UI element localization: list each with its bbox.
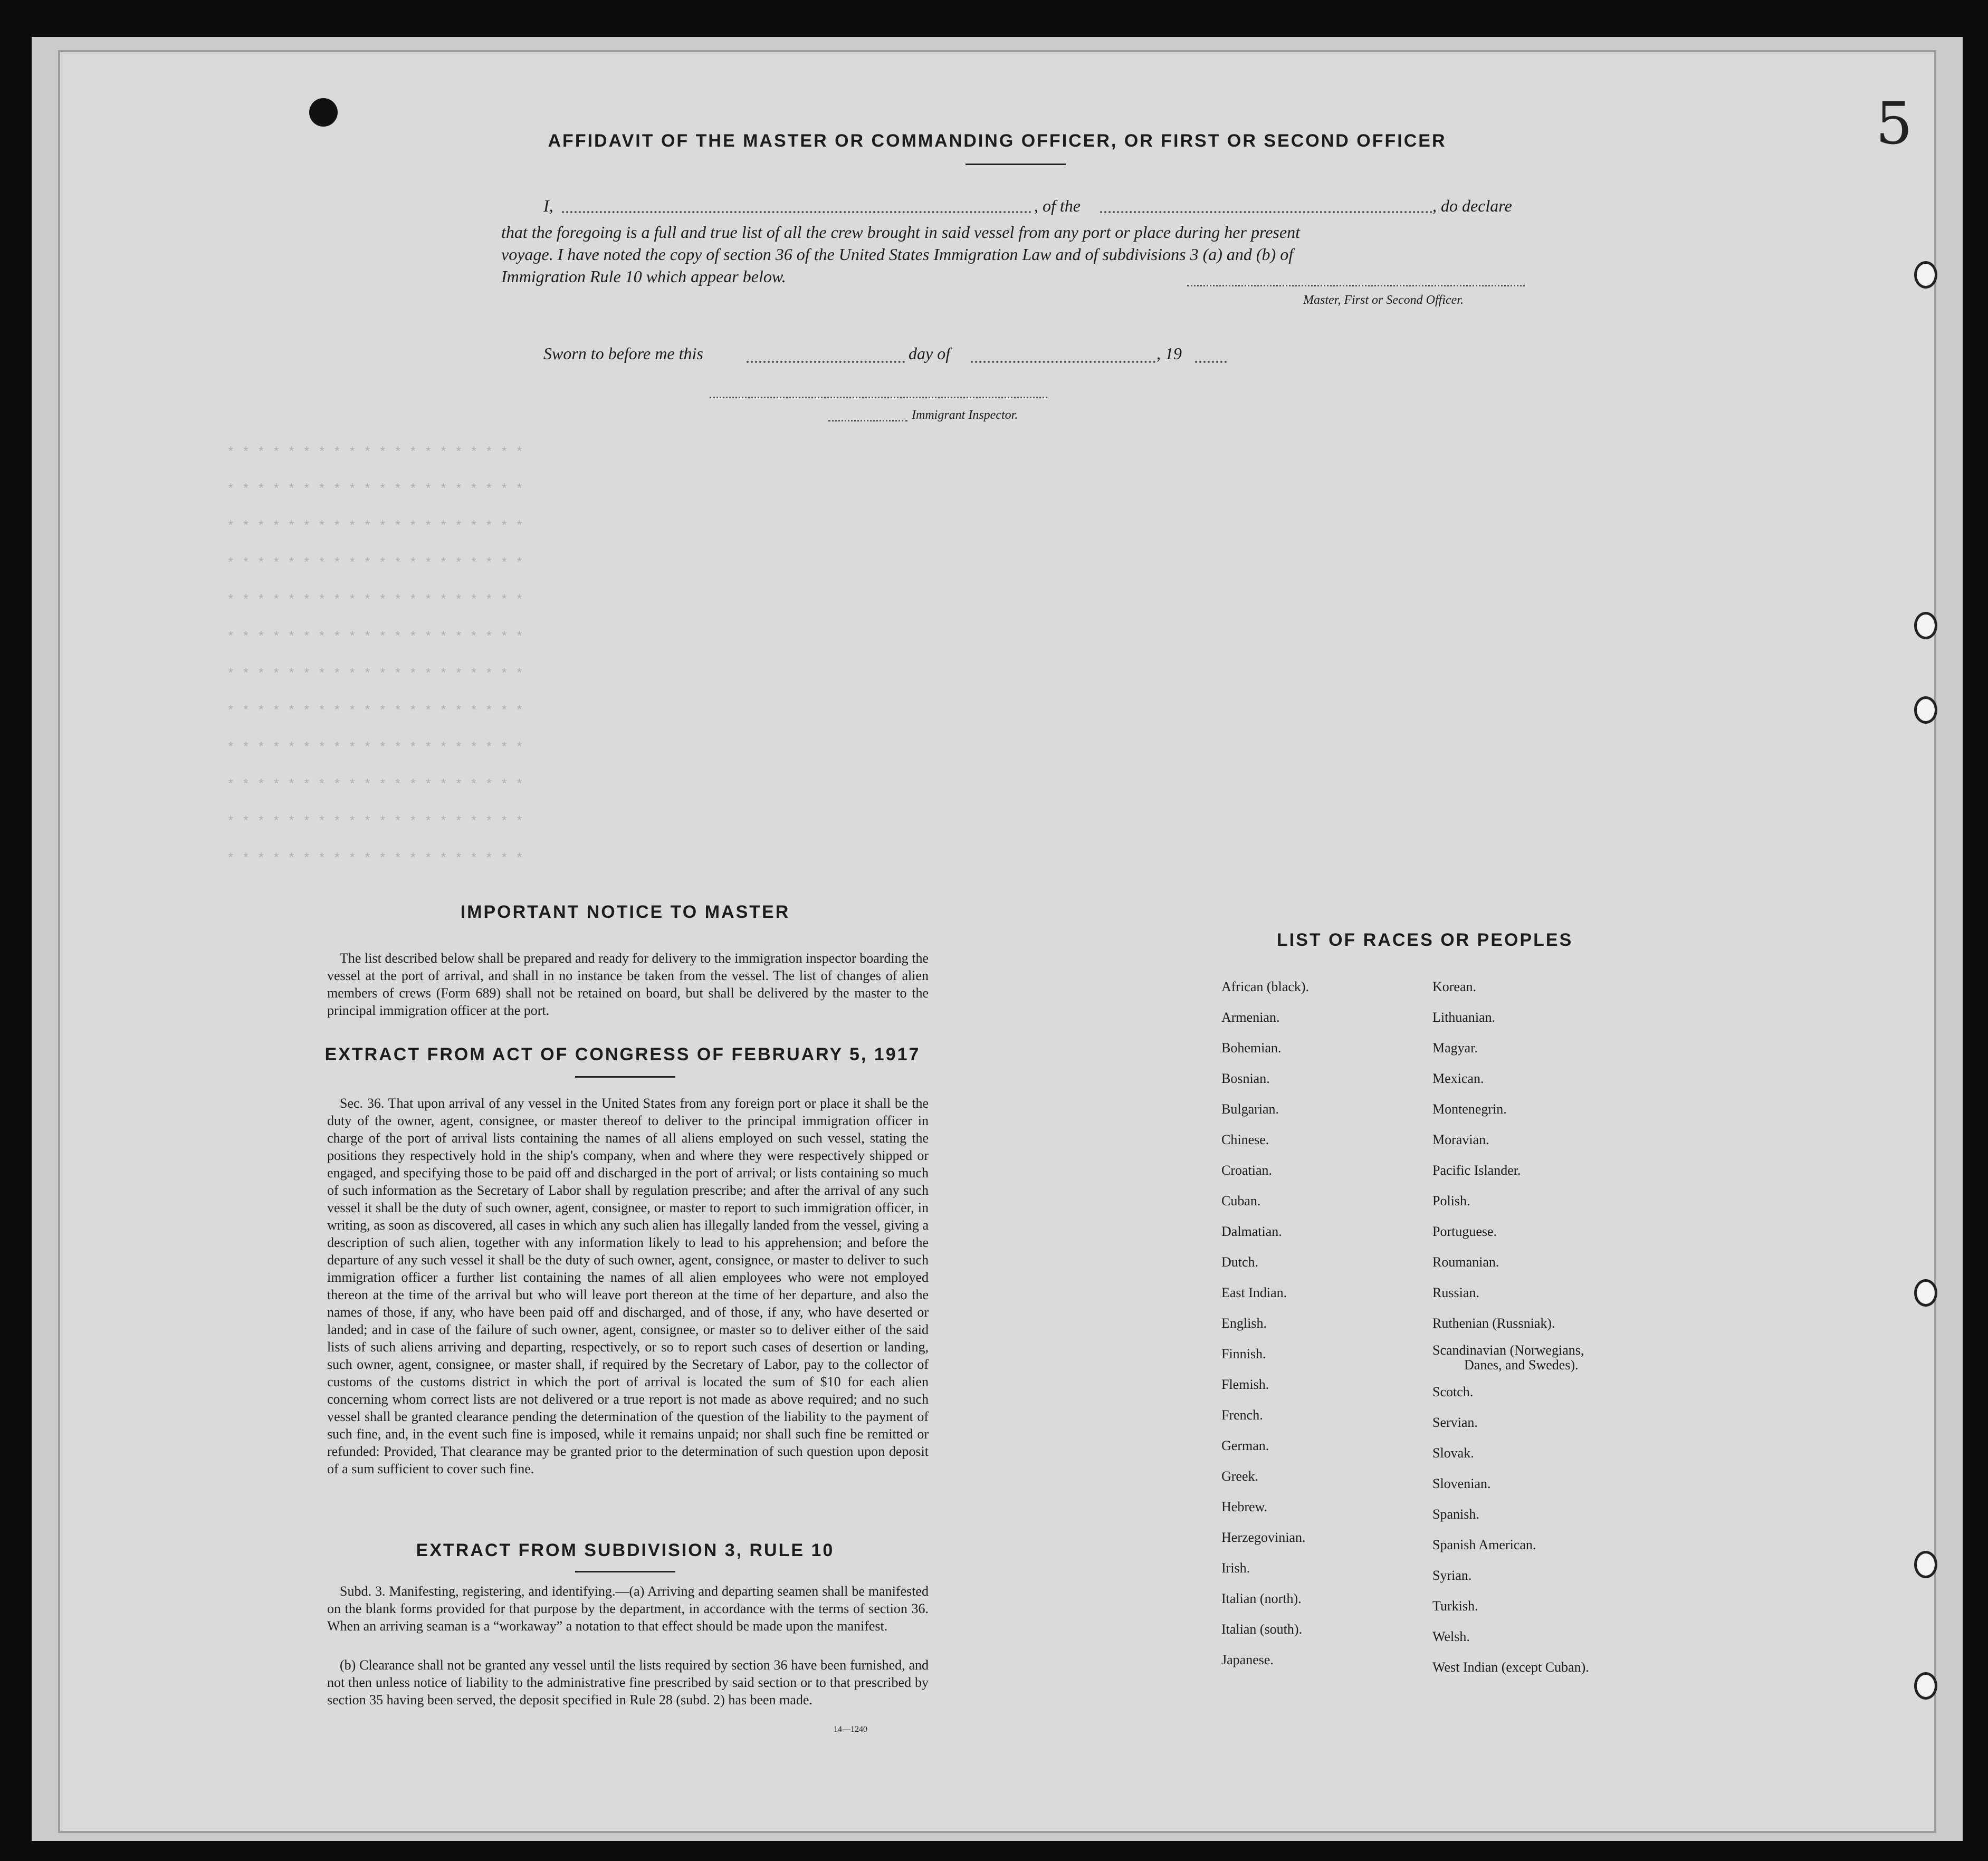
race-item: Finnish.: [1221, 1346, 1266, 1361]
binding-hole-top: [309, 98, 338, 127]
race-item: Japanese.: [1221, 1652, 1274, 1667]
title-rule: [966, 164, 1066, 165]
affidavit-i: I,: [543, 196, 553, 215]
binding-hole-6: [1914, 1672, 1937, 1700]
race-item: Russian.: [1432, 1285, 1479, 1300]
binding-hole-3: [1914, 696, 1937, 724]
race-item: Herzegovinian.: [1221, 1530, 1306, 1545]
page-number-mark: 5: [1876, 90, 1913, 157]
sworn-text: Sworn to before me this: [543, 344, 703, 363]
race-item: Lithuanian.: [1432, 1010, 1496, 1025]
race-item: Italian (south).: [1221, 1622, 1303, 1637]
race-item: Bosnian.: [1221, 1071, 1270, 1086]
affidavit-title: AFFIDAVIT OF THE MASTER OR COMMANDING OFFICER, OR FIRST OR SECOND OFFICER: [548, 131, 1447, 151]
act-title: EXTRACT FROM ACT OF CONGRESS OF FEBRUARY 5, 1917: [324, 1044, 921, 1064]
race-item: Mexican.: [1432, 1071, 1484, 1086]
race-item: Portuguese.: [1432, 1224, 1497, 1239]
race-item: Syrian.: [1432, 1568, 1472, 1583]
race-item: Croatian.: [1221, 1163, 1273, 1178]
affidavit-of-the: , of the: [1034, 196, 1081, 215]
race-item: Turkish.: [1432, 1598, 1478, 1614]
race-item: Dalmatian.: [1221, 1224, 1282, 1239]
bleed-through-text: * * * * * * * * * * * * * * * * * * * *: [227, 852, 523, 866]
bleed-through-text: * * * * * * * * * * * * * * * * * * * *: [227, 446, 523, 460]
race-item: Bulgarian.: [1221, 1101, 1279, 1117]
binding-hole-1: [1914, 261, 1937, 289]
bleed-through-text: * * * * * * * * * * * * * * * * * * * *: [227, 593, 523, 608]
act-text: Sec. 36. That upon arrival of any vessel in the United States from any foreign port or place it shall be the duty of the owner, agent, consignee, or master thereof to deliver to the principal immigration officer in charge of the port of arrival lists containing the names of all aliens employed on such vessel, stating the positions they respectively hold in the ship's company, when and where they were respectively shipped or engaged, and specifying those to be paid off and discharged in the port of arrival; or lists containing so much of such information as the Secretary of Labor shall by regulation prescribe; and after the arrival of any such vessel it shall be the duty of such owner, agent, consignee, or master to report to such immigration officer, in writing, as soon as discovered, all cases in which any such alien has illegally landed from the vessel, giving a description of such alien, together with any information likely to lead to his apprehension; and before the departure of any such vessel it shall be the duty of such owner, agent, consignee, or master to deliver to such immigration officer a further list containing the names of all alien employees who were not employed thereon at the time of the arrival but who will leave port thereon at the time of her departure, and also the names of those, if any, who have been paid off and discharged, and of those, if any, who have deserted or landed; and in case of the failure of such owner, agent, consignee, or master so to deliver either of the said lists of such aliens arriving and departing, respectively, or so to report such cases of desertion or landing, such owner, agent, consignee, or master shall, if required by the Secretary of Labor, pay to the collector of customs of the customs district in which the port of arrival is located the sum of $10 for each alien concerning whom correct lists are not delivered or a true report is not made as above required; and no such vessel shall be granted clearance pending the determination of the question of the liability to the payment of such fine, and, in the event such fine is imposed, while it remains unpaid; nor shall such fine be remitted or refunded: Provided, That clearance may be granted prior to the determination of such question upon deposit of a sum sufficient to cover such fine.: [327, 1096, 929, 1476]
affidavit-line-4: Immigration Rule 10 which appear below.: [501, 267, 786, 286]
inspector-caption-leader: [828, 420, 907, 421]
race-item: Bohemian.: [1221, 1040, 1282, 1056]
race-item: English.: [1221, 1316, 1267, 1331]
affidavit-line-2: that the foregoing is a full and true list of all the crew brought in said vessel from any port or place during her present: [501, 223, 1300, 242]
race-item: West Indian (except Cuban).: [1432, 1659, 1589, 1675]
rule-rule: [575, 1571, 675, 1572]
bleed-through-text: * * * * * * * * * * * * * * * * * * * *: [227, 704, 523, 718]
vessel-blank: [1100, 211, 1432, 213]
race-item: Spanish American.: [1432, 1537, 1536, 1552]
binding-hole-2: [1914, 612, 1937, 639]
race-item: African (black).: [1221, 979, 1310, 994]
affidavit-line-3: voyage. I have noted the copy of section 36 of the United States Immigration Law and of subdivisions 3 (a) and (b) of: [501, 245, 1294, 264]
race-item: Slovak.: [1432, 1445, 1474, 1461]
race-item: Pacific Islander.: [1432, 1163, 1521, 1178]
race-item: Roumanian.: [1432, 1254, 1499, 1270]
day-of-text: day of: [909, 344, 951, 363]
bleed-through-text: * * * * * * * * * * * * * * * * * * * *: [227, 483, 523, 497]
bleed-through-text: * * * * * * * * * * * * * * * * * * * *: [227, 741, 523, 755]
race-item: East Indian.: [1221, 1285, 1287, 1300]
year-text: , 19: [1157, 344, 1182, 363]
race-item: Korean.: [1432, 979, 1477, 994]
rule-text-b: (b) Clearance shall not be granted any vessel until the lists required by section 36 have been furnished, and not then unless notice of liability to the administrative fine prescribed by said section or to that prescribed by section 35 having been served, the deposit specified in Rule 28 (subd. 2) has been made.: [327, 1657, 929, 1707]
sworn-year-blank: [1195, 361, 1227, 363]
race-item: Polish.: [1432, 1193, 1470, 1208]
race-item: Hebrew.: [1221, 1499, 1268, 1514]
affidavit-declare: , do declare: [1432, 196, 1512, 215]
race-item: Servian.: [1432, 1415, 1478, 1430]
manifest-page: [58, 50, 1936, 1833]
race-item: Spanish.: [1432, 1507, 1479, 1522]
bleed-through-text: * * * * * * * * * * * * * * * * * * * *: [227, 778, 523, 792]
bleed-through-text: * * * * * * * * * * * * * * * * * * * *: [227, 520, 523, 534]
races-title: LIST OF RACES OR PEOPLES: [1277, 930, 1573, 950]
rule-text-a: Subd. 3. Manifesting, registering, and identifying.—(a) Arriving and departing seamen shall be manifested on the blank forms provided for that purpose by the department, in accordance with the terms of section 36. When an arriving seaman is a “workaway” a notation to that effect should be made upon the manifest.: [327, 1584, 929, 1634]
races-column-2: [1432, 972, 1589, 1683]
race-item: Magyar.: [1432, 1040, 1478, 1056]
race-item: Scandinavian (Norwegians,: [1432, 1342, 1584, 1358]
race-item: Cuban.: [1221, 1193, 1261, 1208]
race-item: Slovenian.: [1432, 1476, 1491, 1491]
race-item: Italian (north).: [1221, 1591, 1302, 1606]
race-item: Welsh.: [1432, 1629, 1470, 1644]
race-item: Chinese.: [1221, 1132, 1269, 1147]
race-item: Flemish.: [1221, 1377, 1269, 1392]
binding-hole-5: [1914, 1551, 1937, 1578]
inspector-caption: Immigrant Inspector.: [912, 408, 1018, 422]
race-item: Scotch.: [1432, 1384, 1474, 1399]
notice-text: The list described below shall be prepared and ready for delivery to the immigration inspector boarding the vessel at the port of arrival, and shall in no instance be taken from the vessel. The list of changes of alien members of crews (Form 689) shall not be retained on board, but shall be delivered by the master to the principal immigration officer at the port.: [327, 951, 929, 1018]
master-caption: Master, First or Second Officer.: [1303, 293, 1464, 307]
binding-hole-4: [1914, 1279, 1937, 1307]
bleed-through-text: * * * * * * * * * * * * * * * * * * * *: [227, 630, 523, 645]
act-rule: [575, 1076, 675, 1078]
bleed-through-text: * * * * * * * * * * * * * * * * * * * *: [227, 815, 523, 829]
bleed-through-text: * * * * * * * * * * * * * * * * * * * *: [227, 557, 523, 571]
race-item: French.: [1221, 1407, 1263, 1423]
sworn-month-blank: [971, 361, 1155, 363]
race-item: Montenegrin.: [1432, 1101, 1507, 1117]
notice-title: IMPORTANT NOTICE TO MASTER: [460, 902, 790, 922]
bleed-through-text: * * * * * * * * * * * * * * * * * * * *: [227, 667, 523, 682]
sworn-day-blank: [747, 361, 905, 363]
race-item: German.: [1221, 1438, 1269, 1453]
name-blank: [562, 211, 1031, 213]
form-number: 14—1240: [834, 1725, 867, 1734]
race-item: Armenian.: [1221, 1010, 1280, 1025]
race-item: Moravian.: [1432, 1132, 1489, 1147]
races-column-1: [1221, 972, 1309, 1675]
rule-title: EXTRACT FROM SUBDIVISION 3, RULE 10: [416, 1540, 835, 1560]
inspector-signature-line: [710, 397, 1047, 398]
race-item: Danes, and Swedes).: [1464, 1357, 1579, 1373]
race-item: Ruthenian (Russniak).: [1432, 1316, 1555, 1331]
race-item: Greek.: [1221, 1469, 1259, 1484]
race-item: Irish.: [1221, 1560, 1250, 1576]
master-signature-line: [1187, 285, 1525, 286]
race-item: Dutch.: [1221, 1254, 1259, 1270]
